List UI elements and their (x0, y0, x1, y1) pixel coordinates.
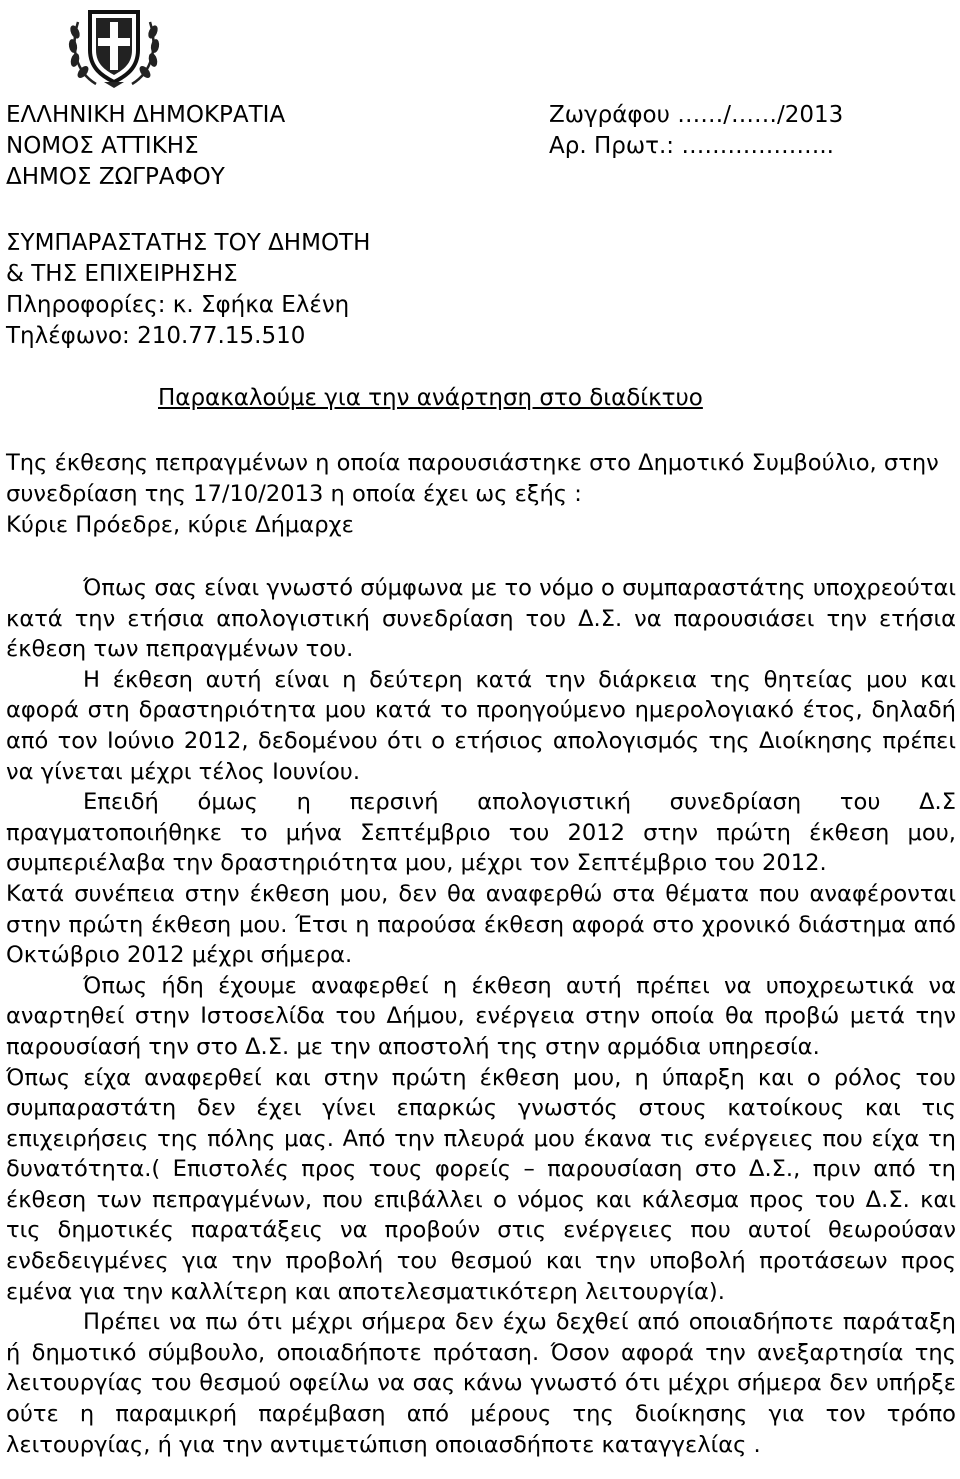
contact-person-line: Πληροφορίες: κ. Σφήκα Ελένη (6, 292, 350, 318)
posting-notice: Παρακαλούμε για την ανάρτηση στο διαδίκτυο (158, 385, 703, 411)
issuer-line: ΔΗΜΟΣ ΖΩΓΡΑΦΟΥ (6, 164, 225, 190)
intro-line: Της έκθεσης πεπραγμένων η οποία παρουσιάστηκε στο Δημοτικό Συμβούλιο, στην (6, 450, 939, 476)
body-paragraph: Κατά συνέπεια στην έκθεση μου, δεν θα αναφερθώ στα θέματα που αναφέρονται στην πρώτη έκθεση μου. Έτσι η παρούσα έκθεση αφορά στο χρονικό διάστημα από Οκτώβριο 2012 μέχρι σήμερα. (6, 880, 956, 969)
body-paragraph: Όπως σας είναι γνωστό σύμφωνα με το νόμο ο συμπαραστάτης υποχρεούται κατά την ετήσια απολογιστική συνεδρίαση του Δ.Σ. να παρουσιάσει την ετήσια έκθεση των πεπραγμένων του. (6, 575, 956, 663)
intro-block (6, 448, 956, 541)
report-body (6, 573, 956, 1460)
date-protocol-block (549, 100, 843, 162)
issuer-block (6, 100, 285, 193)
greek-coat-of-arms-icon (66, 2, 162, 90)
salutation: Κύριε Πρόεδρε, κύριε Δήμαρχε (6, 512, 354, 538)
body-paragraph: Η έκθεση αυτή είναι η δεύτερη κατά την διάρκεια της θητείας μου και αφορά στη δραστηριότητα μου κατά το προηγούμενο ημερολογιακό έτος, δηλαδή από τον Ιούνιο 2012, δεδομένου ότι ο ετήσιος απολογισμός της Διοίκησης πρέπει να γίνεται μέχρι τέλος Ιουνίου. (6, 666, 956, 785)
phone-line: Τηλέφωνο: 210.77.15.510 (6, 323, 306, 349)
body-paragraph: Όπως ήδη έχουμε αναφερθεί η έκθεση αυτή πρέπει να υποχρεωτικά να αναρτηθεί στην Ιστοσελίδα του Δήμου, ενέργεια στην οποία θα προβώ μετά την παρουσίασή την στο Δ.Σ. με την αποστολή της στην αρμόδια υπηρεσία. (6, 972, 956, 1060)
protocol-number-line: Αρ. Πρωτ.: ……………….. (549, 133, 834, 159)
issuer-line: ΝΟΜΟΣ ΑΤΤΙΚΗΣ (6, 133, 199, 159)
body-paragraph: Επειδή όμως η περσινή απολογιστική συνεδρίαση του Δ.Σ πραγματοποιήθηκε το μήνα Σεπτέμβριο του 2012 στην πρώτη έκθεση μου, συμπεριέλαβα την δραστηριότητα μου, μέχρι τον Σεπτέμβριο του 2012. (6, 789, 956, 877)
intro-line: συνεδρίαση της 17/10/2013 η οποία έχει ως εξής : (6, 481, 582, 507)
body-paragraph: Πρέπει να πω ότι μέχρι σήμερα δεν έχω δεχθεί από οποιαδήποτε παράταξη ή δημοτικό σύμβουλο, οποιαδήποτε πρόταση. Όσον αφορά την ανεξαρτησία της λειτουργίας του θεσμού οφείλω να σας κάνω γνωστό ότι μέχρι σήμερα δεν υπήρξε ούτε η παραμικρή παρέμβαση από μέρους της διοίκησης για τον τρόπο λειτουργίας, ή για την αντιμετώπιση οποιασδήποτε καταγγελίας . (6, 1309, 956, 1458)
department-block (6, 228, 370, 352)
department-line: & ΤΗΣ ΕΠΙΧΕΙΡΗΣΗΣ (6, 261, 238, 287)
issuer-line: ΕΛΛΗΝΙΚΗ ΔΗΜΟΚΡΑΤΙΑ (6, 102, 286, 128)
department-line: ΣΥΜΠΑΡΑΣΤΑΤΗΣ ΤΟΥ ΔΗΜΟΤΗ (6, 230, 371, 256)
date-line: Ζωγράφου ……/……/2013 (549, 102, 844, 128)
body-paragraph: Όπως είχα αναφερθεί και στην πρώτη έκθεση μου, η ύπαρξη και ο ρόλος του συμπαραστάτη δεν έχει γίνει επαρκώς γνωστός στους κατοίκους και τις επιχειρήσεις της πόλης μας. Από την πλευρά μου έκανα τις ενέργειες που είχα τη δυνατότητα.( Επιστολές προς τους φορείς – παρουσίαση στο Δ.Σ., πριν από τη έκθεση των πεπραγμένων, που επιβάλλει ο νόμος και κάλεσμα προς του Δ.Σ. και τις δημοτικές παρατάξεις να προβούν στις ενέργειες που αυτοί θεωρούσαν ενδεδειγμένες για την προβολή του θεσμού και την υποβολή προτάσεων προς εμένα για την καλλίτερη και αποτελεσματικότερη λειτουργία). (6, 1064, 956, 1305)
